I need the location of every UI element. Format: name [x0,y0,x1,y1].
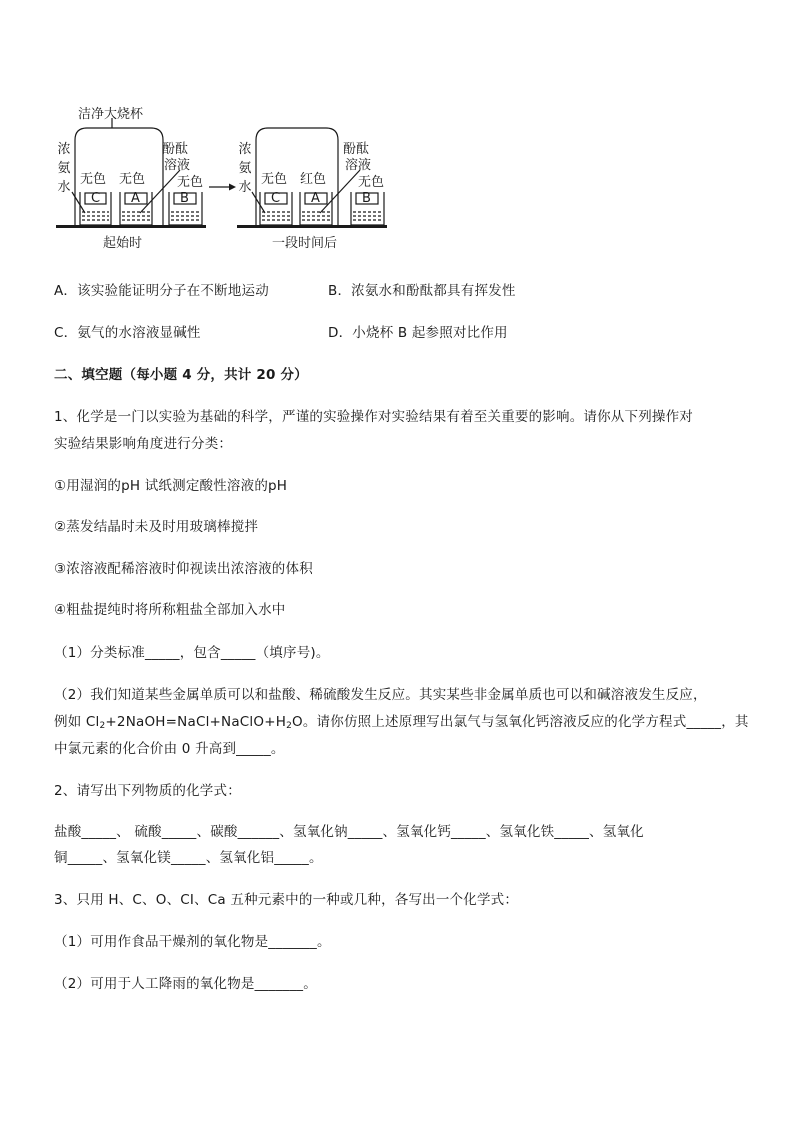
ammonia-label-right-3: 水 [238,180,252,195]
equation-prefix: 例如 Cl [54,714,100,730]
q1-item1: ①用湿润的pH 试纸测定酸性溶液的pH [54,478,288,494]
beaker-b-color-right: 无色 [358,175,385,190]
q1-item2: ②蒸发结晶时未及时用玻璃棒搅拌 [54,519,259,535]
beaker-a-color-right: 红色 [300,172,327,187]
beaker-b-letter-left: B [180,191,189,206]
option-c[interactable]: C．氨气的水溶液显碱性 [54,325,201,341]
q1-sub2-line1: （2）我们知道某些金属单质可以和盐酸、稀硫酸发生反应。其实某些非金属单质也可以和碱溶液发生反应， [54,687,707,703]
arrow [209,184,236,191]
q1-sub2-line2[interactable] [54,712,749,732]
beaker-c-letter-right: C [271,191,281,206]
ammonia-label-left-1: 浓 [57,142,71,157]
beaker-c-color-left: 无色 [80,172,107,187]
q1-line2: 实验结果影响角度进行分类： [54,436,233,452]
option-d[interactable]: D．小烧杯 B 起参照对比作用 [328,325,508,341]
phenolphthalein-label-right-2: 溶液 [345,158,372,173]
option-a[interactable]: A．该实验能证明分子在不断地运动 [54,283,269,299]
q2-title: 2、请写出下列物质的化学式： [54,783,241,799]
phenolphthalein-label-left-2: 溶液 [164,158,191,173]
q3-title: 3、只用 H、C、O、CI、Ca 五种元素中的一种或几种，各写出一个化学式： [54,892,519,908]
equation-sub1: 2 [99,721,106,731]
beaker-c-letter-left: C [91,191,101,206]
caption-left: 起始时 [103,236,143,251]
q1-sub2-line3[interactable]: 中氯元素的化合价由 0 升高到_____。 [54,741,285,757]
beaker-b-color-left: 无色 [177,175,204,190]
q1-item3: ③浓溶液配稀溶液时仰视读出浓溶液的体积 [54,561,313,577]
q3-sub1[interactable]: （1）可用作食品干燥剂的氧化物是_______。 [54,934,331,950]
option-b[interactable]: B．浓氨水和酚酞都具有挥发性 [328,283,516,299]
equation-mid: +2NaOH=NaCl+NaClO+H [105,714,287,730]
big-beaker-label: 洁净大烧杯 [78,107,144,122]
q1-line1: 1、化学是一门以实验为基础的科学，严谨的实验操作对实验结果有着至关重要的影响。请你从下列操作对 [54,409,693,425]
phenolphthalein-label-right-1: 酚酞 [343,142,370,157]
section-title: 二、填空题（每小题 4 分，共计 20 分） [54,367,308,383]
q1-sub1[interactable]: （1）分类标准_____，包含_____（填序号)。 [54,645,330,661]
caption-right: 一段时间后 [272,236,338,251]
beaker-c-color-right: 无色 [261,172,288,187]
beaker-a-letter-left: A [131,191,140,206]
beaker-a-letter-right: A [311,191,320,206]
phenolphthalein-label-left-1: 酚酞 [162,142,189,157]
beaker-a-color-left: 无色 [119,172,146,187]
experiment-figure [0,0,794,260]
ammonia-label-left-3: 水 [57,180,71,195]
q1-item4: ④粗盐提纯时将所称粗盐全部加入水中 [54,602,286,618]
equation-suffix: O。请你仿照上述原理写出氯气与氢氧化钙溶液反应的化学方程式_____，其 [292,714,749,730]
ammonia-label-right-2: 氨 [238,161,252,176]
beaker-b-letter-right: B [362,191,371,206]
equation-sub2: 2 [286,721,293,731]
q3-sub2[interactable]: （2）可用于人工降雨的氧化物是_______。 [54,976,317,992]
q2-line1[interactable]: 盐酸_____、 硫酸_____、碳酸______、氢氧化钠_____、氢氧化钙_____、氢氧化铁_____、氢氧化 [54,824,644,840]
ammonia-label-right-1: 浓 [238,142,252,157]
q2-line2[interactable]: 铜_____、氢氧化镁_____、氢氧化铝_____。 [54,850,323,866]
ammonia-label-left-2: 氨 [57,161,71,176]
